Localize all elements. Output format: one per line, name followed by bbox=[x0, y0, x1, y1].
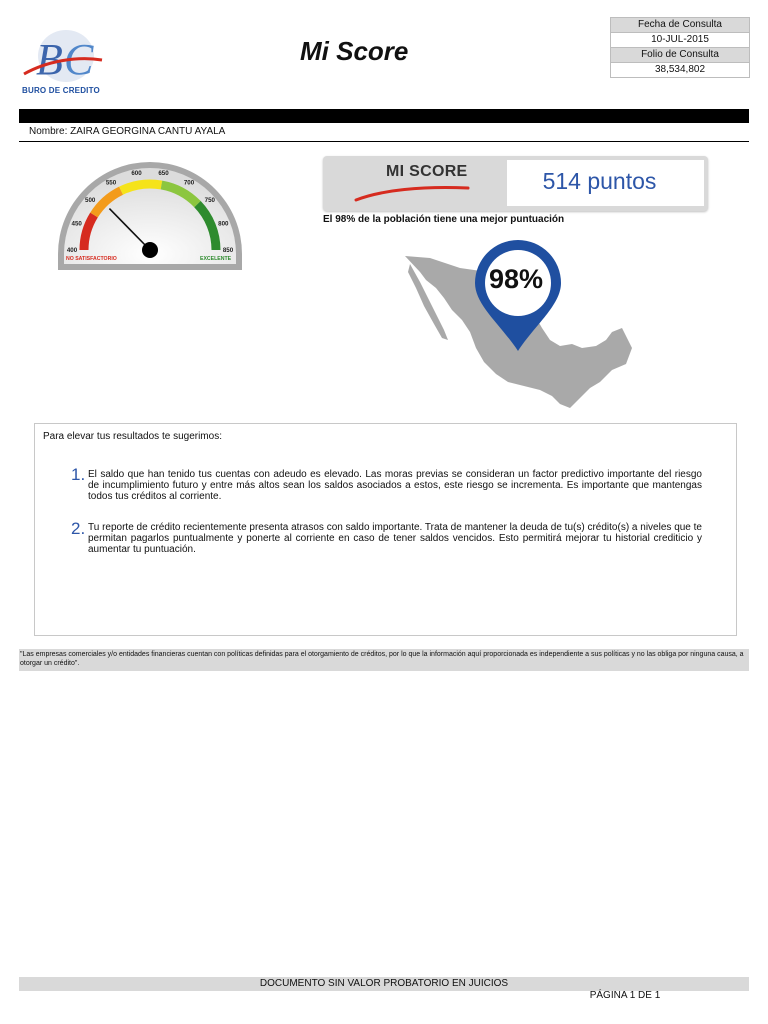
red-swoosh-icon bbox=[352, 176, 472, 204]
gauge-tick-label: 700 bbox=[183, 179, 195, 187]
mi-score-label: MI SCORE bbox=[386, 163, 468, 180]
suggestion-text: El saldo que han tenido tus cuentas con adeudo es elevado. Las moras previas se consideran un factor predictivo importante del riesgo de incumplimiento futuro y entre más altos sean los saldos asociados a estos, este riesgo se incrementa. Es importante que mantengas todos tus créditos al corriente. bbox=[88, 469, 702, 502]
folio-value: 38,534,802 bbox=[654, 64, 706, 75]
percent-value: 98% bbox=[488, 264, 544, 294]
fecha-value: 10-JUL-2015 bbox=[611, 33, 749, 48]
suggestion-number: 2. bbox=[71, 519, 86, 538]
gauge-tick-label: 800 bbox=[218, 220, 229, 228]
gauge-tick-label: 550 bbox=[105, 179, 117, 187]
gauge-tick-label: 750 bbox=[204, 196, 215, 204]
folio-label: Folio de Consulta bbox=[611, 48, 749, 63]
suggestion-text: Tu reporte de crédito recientemente presenta atrasos con saldo importante. Trata de mantener la deuda de tu(s) crédito(s) a niveles que te permitan pagarlos puntualmente y ponerte al corriente en caso de tener saldos vencidos. Esto permitirá mejorar tu historial crediticio y aumentar tu puntuación. bbox=[88, 522, 702, 555]
gauge-tick-label: 450 bbox=[71, 220, 82, 228]
gauge-low-label: NO SATISFACTORIO bbox=[66, 256, 117, 262]
page-number: PÁGINA 1 DE 1 bbox=[589, 990, 661, 1001]
score-gauge bbox=[54, 158, 246, 276]
logo-text: BURO DE CREDITO bbox=[22, 86, 100, 95]
gauge-tick-label: 400 bbox=[66, 247, 78, 254]
gauge-tick-label: 600 bbox=[131, 170, 142, 178]
gauge-high-label: EXCELENTE bbox=[200, 256, 232, 262]
page-title: Mi Score bbox=[300, 36, 409, 66]
nombre-row bbox=[19, 124, 749, 142]
disclaimer: "Las empresas comerciales y/o entidades financieras cuentan con políticas definidas para el otorgamiento de créditos, por lo que la información aquí proporcionada es independiente a sus políticas y no las obliga por ninguna causa, a otorgar un crédito". bbox=[19, 649, 749, 671]
suggestions-intro: Para elevar tus resultados te sugerimos: bbox=[43, 431, 222, 442]
gauge-tick-label: 650 bbox=[158, 170, 169, 178]
svg-text:B: B bbox=[36, 35, 63, 84]
score-points: 514 puntos bbox=[542, 168, 657, 194]
fecha-label: Fecha de Consulta bbox=[611, 18, 749, 33]
suggestion-number: 1. bbox=[71, 465, 86, 484]
consulta-info-box bbox=[610, 17, 750, 78]
footer-notice: DOCUMENTO SIN VALOR PROBATORIO EN JUICIOS bbox=[19, 977, 749, 991]
gauge-needle-hub bbox=[142, 242, 158, 258]
header-divider-bar bbox=[19, 109, 749, 123]
gauge-tick-label: 500 bbox=[85, 196, 96, 204]
population-text: El 98% de la población tiene una mejor puntuación bbox=[323, 214, 565, 225]
location-pin-icon bbox=[471, 239, 565, 353]
nombre-text: Nombre: ZAIRA GEORGINA CANTU AYALA bbox=[29, 126, 226, 137]
gauge-tick-label: 850 bbox=[222, 247, 234, 254]
svg-text:C: C bbox=[64, 35, 94, 84]
